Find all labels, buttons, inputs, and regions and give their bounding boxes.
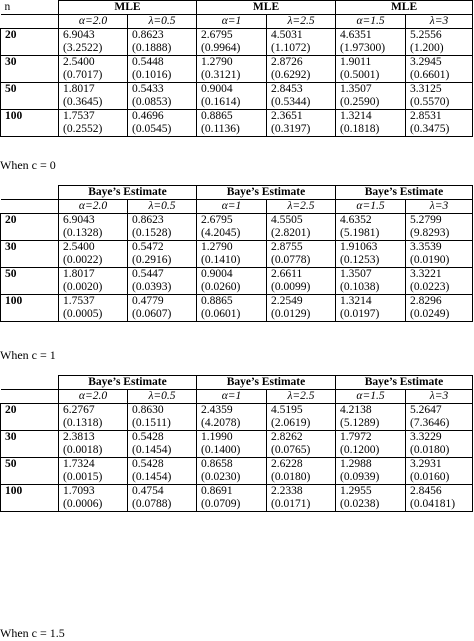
estimate-value: 2.8755 (271, 241, 303, 253)
sample-size: 50 (1, 83, 59, 110)
estimate-cell (336, 214, 406, 241)
mse-value: (0.5001) (340, 69, 380, 81)
estimate-cell (197, 295, 267, 322)
estimate-value: 2.8726 (271, 56, 303, 68)
estimate-value: 0.5448 (132, 56, 164, 68)
estimate-value: 2.8531 (410, 110, 442, 122)
group-header: Baye’s Estimate (336, 376, 473, 390)
estimate-cell (59, 29, 128, 56)
mse-value: (0.0249) (410, 308, 450, 320)
mse-value: (7.3646) (410, 417, 450, 429)
estimate-cell (267, 241, 336, 268)
estimate-value: 1.7093 (63, 485, 95, 497)
estimate-cell (59, 83, 128, 110)
table-row (1, 214, 473, 241)
sample-size: 50 (1, 458, 59, 485)
estimate-value: 4.5505 (271, 214, 303, 226)
estimate-value: 2.6228 (271, 458, 303, 470)
mse-value: (0.0607) (132, 308, 172, 320)
estimate-cell (406, 110, 473, 137)
estimate-cell (336, 404, 406, 431)
estimate-value: 1.91063 (340, 241, 378, 253)
estimate-cell (336, 83, 406, 110)
estimate-cell (197, 404, 267, 431)
estimate-value: 2.2549 (271, 295, 303, 307)
group-header: MLE (59, 1, 197, 15)
mse-value: (0.1400) (201, 444, 241, 456)
estimate-cell (406, 404, 473, 431)
mse-value: (0.0230) (201, 471, 241, 483)
estimate-cell (267, 458, 336, 485)
estimate-cell (406, 485, 473, 512)
estimate-cell (406, 268, 473, 295)
estimate-cell (128, 29, 197, 56)
mse-value: (4.2045) (201, 227, 241, 239)
estimate-value: 1.3507 (340, 268, 372, 280)
mse-value: (0.1328) (63, 227, 103, 239)
row-header-label (1, 376, 59, 390)
mse-value: (0.6601) (410, 69, 450, 81)
mse-value: (0.0545) (132, 123, 172, 135)
table-row (1, 404, 473, 431)
estimate-value: 2.8262 (271, 431, 303, 443)
table-row (1, 431, 473, 458)
estimate-value: 2.4359 (201, 404, 233, 416)
mse-value: (4.2078) (201, 417, 241, 429)
mse-value: (2.8201) (271, 227, 311, 239)
estimate-cell (128, 56, 197, 83)
estimate-cell (336, 241, 406, 268)
sample-size: 100 (1, 485, 59, 512)
estimate-cell (267, 83, 336, 110)
estimate-cell (128, 295, 197, 322)
group-header: Baye’s Estimate (197, 376, 336, 390)
estimate-cell (267, 404, 336, 431)
mse-value: (0.1888) (132, 42, 172, 54)
table-row (1, 83, 473, 110)
table-row (1, 485, 473, 512)
param-header: α=1.5 (336, 200, 406, 214)
estimate-cell (336, 295, 406, 322)
estimate-cell (197, 110, 267, 137)
estimate-value: 6.9043 (63, 214, 95, 226)
estimate-cell (128, 485, 197, 512)
estimate-value: 2.6611 (271, 268, 303, 280)
estimate-value: 5.2799 (410, 214, 442, 226)
mse-value: (0.0197) (340, 308, 380, 320)
mse-value: (0.1614) (201, 96, 241, 108)
estimate-cell (197, 268, 267, 295)
estimate-value: 0.4696 (132, 110, 164, 122)
estimate-value: 1.7537 (63, 295, 95, 307)
estimate-cell (197, 56, 267, 83)
bayes-table-c1 (0, 375, 473, 512)
mse-value: (0.0129) (271, 308, 311, 320)
caption-c15: When c = 1.5 (0, 626, 65, 640)
mse-value: (0.0171) (271, 498, 311, 510)
caption-c0: When c = 0 (0, 158, 56, 172)
estimate-cell (128, 268, 197, 295)
mse-value: (0.0180) (410, 444, 450, 456)
param-header: α=1.5 (336, 15, 406, 29)
estimate-value: 0.5428 (132, 431, 164, 443)
estimate-value: 1.3214 (340, 295, 372, 307)
mse-value: (0.0223) (410, 281, 450, 293)
estimate-value: 4.6352 (340, 214, 372, 226)
mse-value: (0.0006) (63, 498, 103, 510)
table-row (1, 29, 473, 56)
mse-value: (0.0709) (201, 498, 241, 510)
param-header: λ=0.5 (128, 200, 197, 214)
param-header: α=1 (197, 15, 267, 29)
param-header: α=2.0 (59, 15, 128, 29)
estimate-value: 5.2556 (410, 29, 442, 41)
table-row (1, 56, 473, 83)
estimate-cell (59, 458, 128, 485)
mse-value: (0.1410) (201, 254, 241, 266)
mse-value: (0.7017) (63, 69, 103, 81)
estimate-cell (336, 56, 406, 83)
group-header: Baye’s Estimate (197, 186, 336, 200)
param-header: λ=0.5 (128, 390, 197, 404)
estimate-cell (406, 29, 473, 56)
mse-value: (5.1289) (340, 417, 380, 429)
estimate-value: 0.4779 (132, 295, 164, 307)
estimate-cell (267, 214, 336, 241)
mse-value: (0.0393) (132, 281, 172, 293)
estimate-cell (59, 404, 128, 431)
group-header: Baye’s Estimate (336, 186, 473, 200)
sample-size: 20 (1, 404, 59, 431)
sample-size: 100 (1, 295, 59, 322)
mse-value: (0.9964) (201, 42, 241, 54)
estimate-value: 2.3651 (271, 110, 303, 122)
param-header: λ=2.5 (267, 390, 336, 404)
table-row (1, 458, 473, 485)
estimate-value: 1.2790 (201, 241, 233, 253)
param-header: λ=0.5 (128, 15, 197, 29)
row-header-label: n (1, 1, 59, 15)
mse-value: (0.1253) (340, 254, 380, 266)
mse-value: (0.0005) (63, 308, 103, 320)
sample-size: 30 (1, 431, 59, 458)
estimate-cell (197, 29, 267, 56)
estimate-value: 0.8623 (132, 214, 164, 226)
sample-size: 30 (1, 56, 59, 83)
mse-value: (0.1511) (132, 417, 171, 429)
mse-value: (9.8293) (410, 227, 450, 239)
estimate-value: 2.2338 (271, 485, 303, 497)
estimate-cell (336, 110, 406, 137)
estimate-value: 2.5400 (63, 241, 95, 253)
estimate-value: 0.5433 (132, 83, 164, 95)
sample-size: 30 (1, 241, 59, 268)
estimate-value: 3.2945 (410, 56, 442, 68)
mse-value: (0.1200) (340, 444, 380, 456)
estimate-value: 0.5428 (132, 458, 164, 470)
mse-value: (0.0015) (63, 471, 103, 483)
mse-value: (0.0238) (340, 498, 380, 510)
estimate-cell (128, 214, 197, 241)
mse-value: (5.1981) (340, 227, 380, 239)
sample-size: 20 (1, 214, 59, 241)
group-header: Baye’s Estimate (59, 376, 197, 390)
mse-value: (0.0020) (63, 281, 103, 293)
estimate-value: 2.3813 (63, 431, 95, 443)
estimate-cell (59, 214, 128, 241)
mse-value: (0.6292) (271, 69, 311, 81)
mse-value: (0.0190) (410, 254, 450, 266)
estimate-cell (406, 458, 473, 485)
estimate-cell (406, 83, 473, 110)
estimate-cell (197, 458, 267, 485)
estimate-value: 3.3221 (410, 268, 442, 280)
param-header: λ=2.5 (267, 15, 336, 29)
estimate-value: 4.2138 (340, 404, 372, 416)
estimate-value: 1.8017 (63, 83, 95, 95)
param-header: λ=3 (406, 200, 473, 214)
mse-value: (0.1818) (340, 123, 380, 135)
mse-value: (0.0260) (201, 281, 241, 293)
table-row (1, 110, 473, 137)
estimate-value: 0.8658 (201, 458, 233, 470)
estimate-value: 3.2931 (410, 458, 442, 470)
estimate-cell (406, 431, 473, 458)
mse-value: (0.0022) (63, 254, 103, 266)
estimate-cell (267, 485, 336, 512)
estimate-value: 0.5447 (132, 268, 164, 280)
estimate-cell (406, 241, 473, 268)
mse-value: (0.0853) (132, 96, 172, 108)
mse-value: (0.1528) (132, 227, 172, 239)
estimate-cell (128, 83, 197, 110)
estimate-value: 1.1990 (201, 431, 233, 443)
mse-value: (0.3197) (271, 123, 311, 135)
estimate-cell (59, 241, 128, 268)
param-header: α=1.5 (336, 390, 406, 404)
estimate-value: 6.2767 (63, 404, 95, 416)
estimate-value: 4.6351 (340, 29, 372, 41)
estimate-value: 4.5195 (271, 404, 303, 416)
estimate-value: 0.8865 (201, 295, 233, 307)
sample-size: 100 (1, 110, 59, 137)
estimate-value: 1.7537 (63, 110, 95, 122)
estimate-cell (197, 241, 267, 268)
estimate-value: 0.9004 (201, 83, 233, 95)
mse-value: (0.1136) (201, 123, 240, 135)
estimate-cell (267, 110, 336, 137)
param-header: α=1 (197, 390, 267, 404)
empty-cell (1, 15, 59, 29)
bayes-table-c0 (0, 185, 473, 322)
empty-cell (1, 390, 59, 404)
param-header: α=1 (197, 200, 267, 214)
estimate-cell (197, 83, 267, 110)
estimate-value: 4.5031 (271, 29, 303, 41)
estimate-cell (336, 458, 406, 485)
mse-value: (0.0788) (132, 498, 172, 510)
mse-value: (0.1454) (132, 444, 172, 456)
estimate-cell (59, 56, 128, 83)
estimate-value: 1.7972 (340, 431, 372, 443)
estimate-value: 2.8456 (410, 485, 442, 497)
estimate-cell (336, 29, 406, 56)
param-header: α=2.0 (59, 200, 128, 214)
estimate-cell (267, 56, 336, 83)
estimate-cell (336, 485, 406, 512)
estimate-cell (267, 431, 336, 458)
mse-value: (3.2522) (63, 42, 103, 54)
estimate-cell (336, 268, 406, 295)
estimate-value: 1.3214 (340, 110, 372, 122)
mse-value: (0.2590) (340, 96, 380, 108)
estimate-value: 0.9004 (201, 268, 233, 280)
mse-value: (0.0099) (271, 281, 311, 293)
param-header: λ=3 (406, 15, 473, 29)
estimate-cell (59, 485, 128, 512)
estimate-cell (197, 431, 267, 458)
param-header: α=2.0 (59, 390, 128, 404)
estimate-value: 1.3507 (340, 83, 372, 95)
estimate-cell (128, 431, 197, 458)
estimate-cell (267, 268, 336, 295)
mse-value: (0.1318) (63, 417, 103, 429)
estimate-value: 0.4754 (132, 485, 164, 497)
mse-value: (0.0939) (340, 471, 380, 483)
estimate-cell (59, 110, 128, 137)
estimate-cell (406, 56, 473, 83)
estimate-value: 1.8017 (63, 268, 95, 280)
mse-value: (1.97300) (340, 42, 386, 54)
estimate-value: 3.3539 (410, 241, 442, 253)
estimate-cell (406, 214, 473, 241)
estimate-cell (128, 404, 197, 431)
estimate-cell (197, 214, 267, 241)
mse-value: (0.0765) (271, 444, 311, 456)
estimate-value: 2.6795 (201, 214, 233, 226)
estimate-cell (336, 431, 406, 458)
mse-value: (2.0619) (271, 417, 311, 429)
estimate-cell (267, 29, 336, 56)
group-header: MLE (197, 1, 336, 15)
estimate-value: 2.5400 (63, 56, 95, 68)
mse-value: (0.1454) (132, 471, 172, 483)
estimate-cell (128, 241, 197, 268)
row-header-label (1, 186, 59, 200)
estimate-value: 1.2790 (201, 56, 233, 68)
mse-value: (0.0160) (410, 471, 450, 483)
estimate-value: 0.8865 (201, 110, 233, 122)
empty-cell (1, 200, 59, 214)
estimate-cell (406, 295, 473, 322)
group-header: MLE (336, 1, 473, 15)
mse-value: (0.0180) (271, 471, 311, 483)
group-header: Baye’s Estimate (59, 186, 197, 200)
estimate-value: 5.2647 (410, 404, 442, 416)
estimate-value: 1.2988 (340, 458, 372, 470)
estimate-cell (128, 458, 197, 485)
mse-value: (0.3475) (410, 123, 450, 135)
param-header: λ=3 (406, 390, 473, 404)
mse-value: (0.5344) (271, 96, 311, 108)
caption-c1: When c = 1 (0, 348, 56, 362)
table-row (1, 268, 473, 295)
mse-value: (0.3121) (201, 69, 241, 81)
estimate-value: 0.5472 (132, 241, 164, 253)
estimate-value: 3.3229 (410, 431, 442, 443)
estimate-value: 1.9011 (340, 56, 372, 68)
estimate-cell (59, 268, 128, 295)
table-row (1, 295, 473, 322)
estimate-value: 0.8630 (132, 404, 164, 416)
mse-value: (0.3645) (63, 96, 103, 108)
sample-size: 50 (1, 268, 59, 295)
mse-value: (0.2552) (63, 123, 103, 135)
estimate-value: 2.8453 (271, 83, 303, 95)
mse-value: (0.0601) (201, 308, 241, 320)
estimate-value: 3.3125 (410, 83, 442, 95)
estimate-value: 1.7324 (63, 458, 95, 470)
estimate-value: 0.8691 (201, 485, 233, 497)
sample-size: 20 (1, 29, 59, 56)
estimate-value: 2.6795 (201, 29, 233, 41)
estimate-value: 6.9043 (63, 29, 95, 41)
param-header: λ=2.5 (267, 200, 336, 214)
estimate-value: 0.8623 (132, 29, 164, 41)
estimate-cell (128, 110, 197, 137)
mse-value: (0.1038) (340, 281, 380, 293)
mse-value: (0.5570) (410, 96, 450, 108)
estimate-cell (59, 431, 128, 458)
mse-value: (1.1072) (271, 42, 311, 54)
estimate-cell (59, 295, 128, 322)
mse-value: (0.0778) (271, 254, 311, 266)
mse-value: (0.2916) (132, 254, 172, 266)
mse-value: (0.04181) (410, 498, 456, 510)
mse-value: (0.0018) (63, 444, 103, 456)
estimate-cell (197, 485, 267, 512)
mse-value: (1.200) (410, 42, 444, 54)
table-row (1, 241, 473, 268)
mse-value: (0.1016) (132, 69, 172, 81)
estimate-cell (267, 295, 336, 322)
mle-table (0, 0, 473, 137)
estimate-value: 2.8296 (410, 295, 442, 307)
estimate-value: 1.2955 (340, 485, 372, 497)
